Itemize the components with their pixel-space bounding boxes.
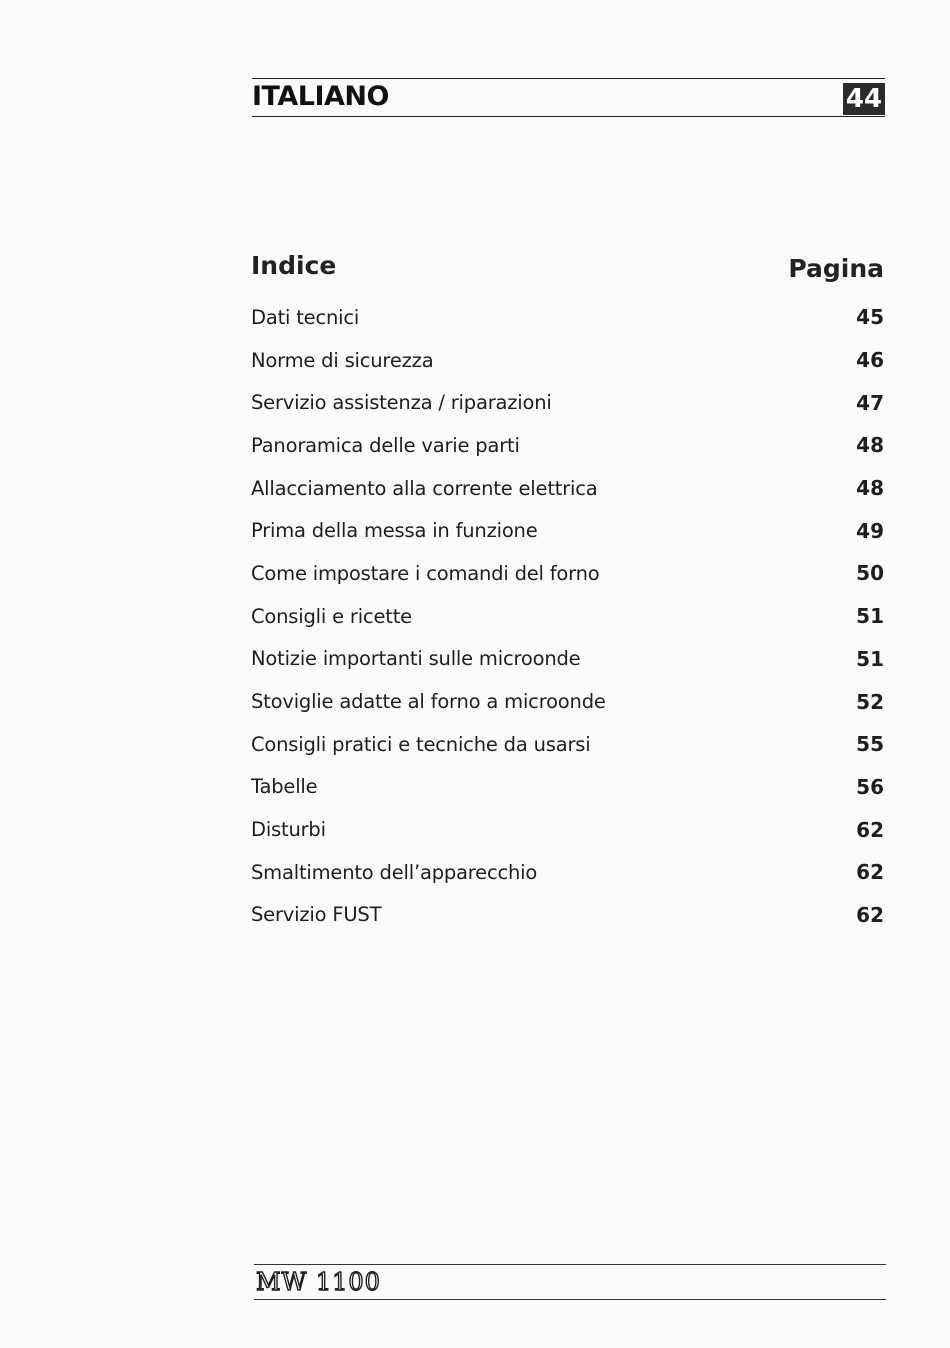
- language-title: ITALIANO: [252, 81, 389, 112]
- toc-entry-label: Smaltimento dell’apparecchio: [251, 860, 538, 884]
- toc-entry-label: Consigli e ricette: [251, 604, 412, 628]
- toc-entry-page: 46: [856, 348, 884, 373]
- toc-entry[interactable]: [251, 509, 884, 552]
- toc-entry[interactable]: [251, 381, 884, 424]
- toc-entry[interactable]: [251, 424, 884, 467]
- toc-entry-page: 49: [856, 518, 884, 543]
- toc-entry-page: 52: [856, 689, 884, 714]
- toc-entry-label: Come impostare i comandi del forno: [251, 561, 600, 585]
- page-header: [252, 78, 885, 117]
- toc-entry[interactable]: [251, 766, 884, 809]
- toc-entry-page: 48: [856, 433, 884, 458]
- table-of-contents: [251, 296, 884, 936]
- toc-entry-page: 51: [856, 604, 884, 629]
- toc-entry[interactable]: [251, 552, 884, 595]
- toc-heading: Indice: [251, 251, 337, 280]
- toc-entry-label: Servizio FUST: [251, 903, 382, 927]
- toc-entry-label: Panoramica delle varie parti: [251, 433, 520, 457]
- toc-entry[interactable]: [251, 680, 884, 723]
- toc-entry-page: 50: [856, 561, 884, 586]
- toc-entry[interactable]: [251, 638, 884, 681]
- toc-page-heading: Pagina: [788, 254, 884, 283]
- toc-entry-page: 62: [856, 860, 884, 885]
- toc-entry[interactable]: [251, 894, 884, 937]
- toc-entry-page: 55: [856, 732, 884, 757]
- model-name: MW 1100: [256, 1268, 381, 1296]
- toc-entry[interactable]: [251, 296, 884, 339]
- toc-entry-page: 62: [856, 902, 884, 927]
- toc-entry-page: 45: [856, 305, 884, 330]
- toc-entry-label: Allacciamento alla corrente elettrica: [251, 476, 598, 500]
- toc-entry[interactable]: [251, 851, 884, 894]
- toc-entry-label: Prima della messa in funzione: [251, 519, 538, 543]
- toc-entry-page: 48: [856, 476, 884, 501]
- toc-entry-label: Disturbi: [251, 818, 326, 842]
- toc-entry-label: Servizio assistenza / riparazioni: [251, 391, 552, 415]
- toc-entry-label: Stoviglie adatte al forno a microonde: [251, 690, 606, 714]
- toc-entry-label: Tabelle: [251, 775, 318, 799]
- toc-entry[interactable]: [251, 723, 884, 766]
- toc-entry[interactable]: [251, 808, 884, 851]
- toc-entry-label: Dati tecnici: [251, 305, 360, 329]
- toc-entry-label: Norme di sicurezza: [251, 348, 434, 372]
- toc-entry-page: 47: [856, 390, 884, 415]
- toc-entry-page: 56: [856, 774, 884, 799]
- page-number: 44: [843, 83, 885, 115]
- toc-entry-label: Notizie importanti sulle microonde: [251, 647, 581, 671]
- page-footer: [254, 1264, 886, 1300]
- toc-entry-page: 62: [856, 817, 884, 842]
- toc-entry[interactable]: [251, 339, 884, 382]
- toc-entry-label: Consigli pratici e tecniche da usarsi: [251, 732, 591, 756]
- toc-entry-page: 51: [856, 646, 884, 671]
- toc-entry[interactable]: [251, 467, 884, 510]
- toc-entry[interactable]: [251, 595, 884, 638]
